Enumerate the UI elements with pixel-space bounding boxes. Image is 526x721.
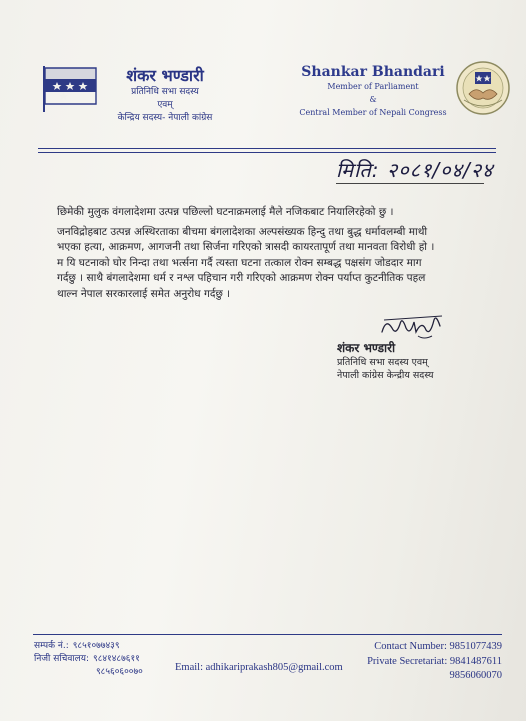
body-paragraph-1: छिमेकी मुलुक वंगलादेशमा उत्पन्न पछिल्लो घटनाक्रमलाई मैले नजिकबाट नियालिरहेको छु । <box>57 206 394 218</box>
footer-divider <box>33 634 502 635</box>
contact-label-nepali: सम्पर्क नं.: <box>34 641 69 651</box>
body-line: जनविद्रोहबाट उत्पन्न अस्थिरताका बीचमा बंगलादेशका अल्पसंख्यक हिन्दु तथा बुद्ध धर्मावलम्बी माथी <box>57 225 428 238</box>
footer-email: Email: adhikariprakash805@gmail.com <box>175 662 343 673</box>
secretariat-number-english-2: 9856060070 <box>449 670 502 681</box>
letterhead-title-english-1: Member of Parliament <box>327 82 419 91</box>
date-underline <box>336 183 484 184</box>
letterhead-title-nepali-3: केन्द्रिय सदस्य- नेपाली कांग्रेस <box>117 113 213 123</box>
contact-number-nepali: ९८५१०७७४३९ <box>72 641 120 651</box>
letterhead-name-nepali: शंकर भण्डारी <box>126 66 204 85</box>
letterhead-title-nepali-1: प्रतिनिधि सभा सदस्य <box>131 87 199 97</box>
body-line: गर्दछु । साथै बंगलादेशमा धर्म र नश्ल पहिचान गरी गरिएको आक्रमण रोक्न पर्याप्त कुटनीतिक पहल <box>57 272 426 284</box>
letterhead-title-nepali-2: एवम् <box>157 100 173 110</box>
secretariat-label-nepali: निजी सचिवालय: <box>34 654 90 664</box>
letterhead-title-english-3: Central Member of Nepali Congress <box>299 108 447 117</box>
signatory-name: शंकर भण्डारी <box>337 341 396 355</box>
secretariat-number-nepali-2: ९८५६०६००७० <box>96 667 143 677</box>
letterhead-english <box>298 64 448 119</box>
letterhead-title-english-2: & <box>369 95 377 104</box>
body-line: थाल्न नेपाल सरकारलाई समेत अनुरोध गर्दछु । <box>57 287 231 300</box>
letter-body <box>57 205 477 302</box>
header-divider <box>38 148 496 149</box>
body-line: म यि घटनाको घोर निन्दा तथा भर्त्सना गर्दै त्यस्ता घटना तत्काल रोक्न सम्बद्ध पक्षसंग जोडदार माग <box>57 256 422 269</box>
body-line: भएका हत्या, आक्रमण, आगजनी तथा सिर्जना गरिएको त्रासदी कायरतापूर्ण तथा मानवता विरोधी हो । <box>57 241 435 253</box>
letterhead-nepali <box>100 64 230 125</box>
letterhead-name-english: Shankar Bhandari <box>301 64 445 80</box>
signatory-block <box>337 340 487 382</box>
nepali-congress-emblem-icon <box>455 60 511 116</box>
footer-contacts-english <box>352 640 502 684</box>
signatory-title-1: प्रतिनिधि सभा सदस्य एवम् <box>337 357 428 368</box>
letter-date: मिति: २०८१/०४/२४ <box>336 158 494 182</box>
header-divider-thin <box>38 152 496 153</box>
secretariat-number-nepali-1: ९८४१४८७६११ <box>93 654 140 664</box>
signatory-title-2: नेपाली कांग्रेस केन्द्रीय सदस्य <box>337 370 434 381</box>
footer-contacts-nepali <box>34 640 174 679</box>
party-flag-icon <box>40 64 100 112</box>
contact-number-english: Contact Number: 9851077439 <box>374 641 502 652</box>
secretariat-number-english-1: Private Secretariat: 9841487611 <box>367 655 502 667</box>
